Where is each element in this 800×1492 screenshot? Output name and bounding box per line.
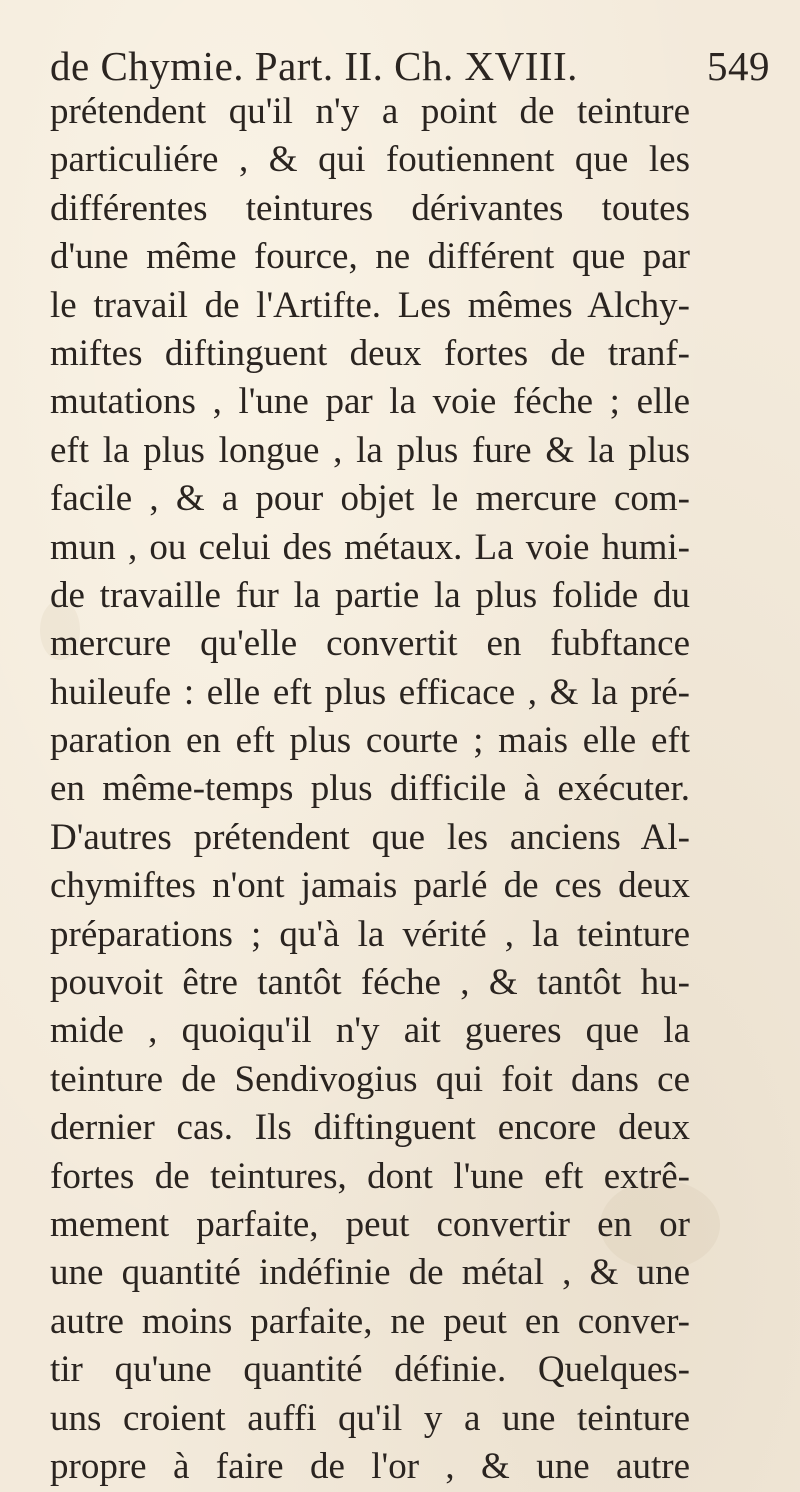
text-line: préparations ; qu'à la vérité , la teinture	[50, 913, 690, 955]
text-line: différentes teintures dérivantes toutes	[50, 187, 690, 229]
text-line: uns croient auffi qu'il y a une teinture	[50, 1397, 690, 1439]
text-line: propre à faire de l'or , & une autre	[50, 1445, 690, 1487]
text-line: mement parfaite, peut convertir en or	[50, 1203, 690, 1245]
text-line: autre moins parfaite, ne peut en conver-	[50, 1300, 690, 1342]
text-line: fortes de teintures, dont l'une eft extrê-	[50, 1155, 690, 1197]
text-line: tir qu'une quantité définie. Quelques-	[50, 1349, 690, 1391]
text-line: mutations , l'une par la voie féche ; elle	[50, 381, 690, 423]
text-line: miftes diftinguent deux fortes de tranf-	[50, 332, 690, 374]
page-number: 549	[707, 43, 770, 89]
running-head	[50, 42, 770, 90]
text-line: paration en eft plus courte ; mais elle eft	[50, 720, 690, 762]
text-line: pouvoit être tantôt féche , & tantôt hu-	[50, 962, 690, 1004]
text-line: facile , & a pour objet le mercure com-	[50, 478, 690, 520]
text-line: mun , ou celui des métaux. La voie humi-	[50, 526, 690, 568]
text-line: prétendent qu'il n'y a point de teinture	[50, 91, 690, 132]
text-line: teinture de Sendivogius qui foit dans ce	[50, 1058, 690, 1100]
text-line: le travail de l'Artifte. Les mêmes Alchy-	[50, 284, 690, 326]
text-line: D'autres prétendent que les anciens Al-	[50, 816, 690, 858]
running-head-title: de Chymie. Part. II. Ch. XVIII.	[50, 43, 578, 89]
body-text	[50, 88, 690, 1491]
text-line: chymiftes n'ont jamais parlé de ces deux	[50, 865, 690, 907]
text-line: une quantité indéfinie de métal , & une	[50, 1252, 690, 1294]
text-line: mide , quoiqu'il n'y ait gueres que la	[50, 1010, 690, 1052]
text-line: huileufe : elle eft plus efficace , & la pré-	[50, 671, 690, 713]
text-line: d'une même fource, ne différent que par	[50, 236, 690, 278]
text-line: eft la plus longue , la plus fure & la plus	[50, 429, 690, 471]
text-line: dernier cas. Ils diftinguent encore deux	[50, 1107, 690, 1149]
text-line: en même-temps plus difficile à exécuter.	[50, 768, 690, 810]
text-line: mercure qu'elle convertit en fubftance	[50, 623, 690, 665]
text-line: de travaille fur la partie la plus folide du	[50, 574, 690, 616]
text-line: particuliére , & qui foutiennent que les	[50, 139, 690, 181]
